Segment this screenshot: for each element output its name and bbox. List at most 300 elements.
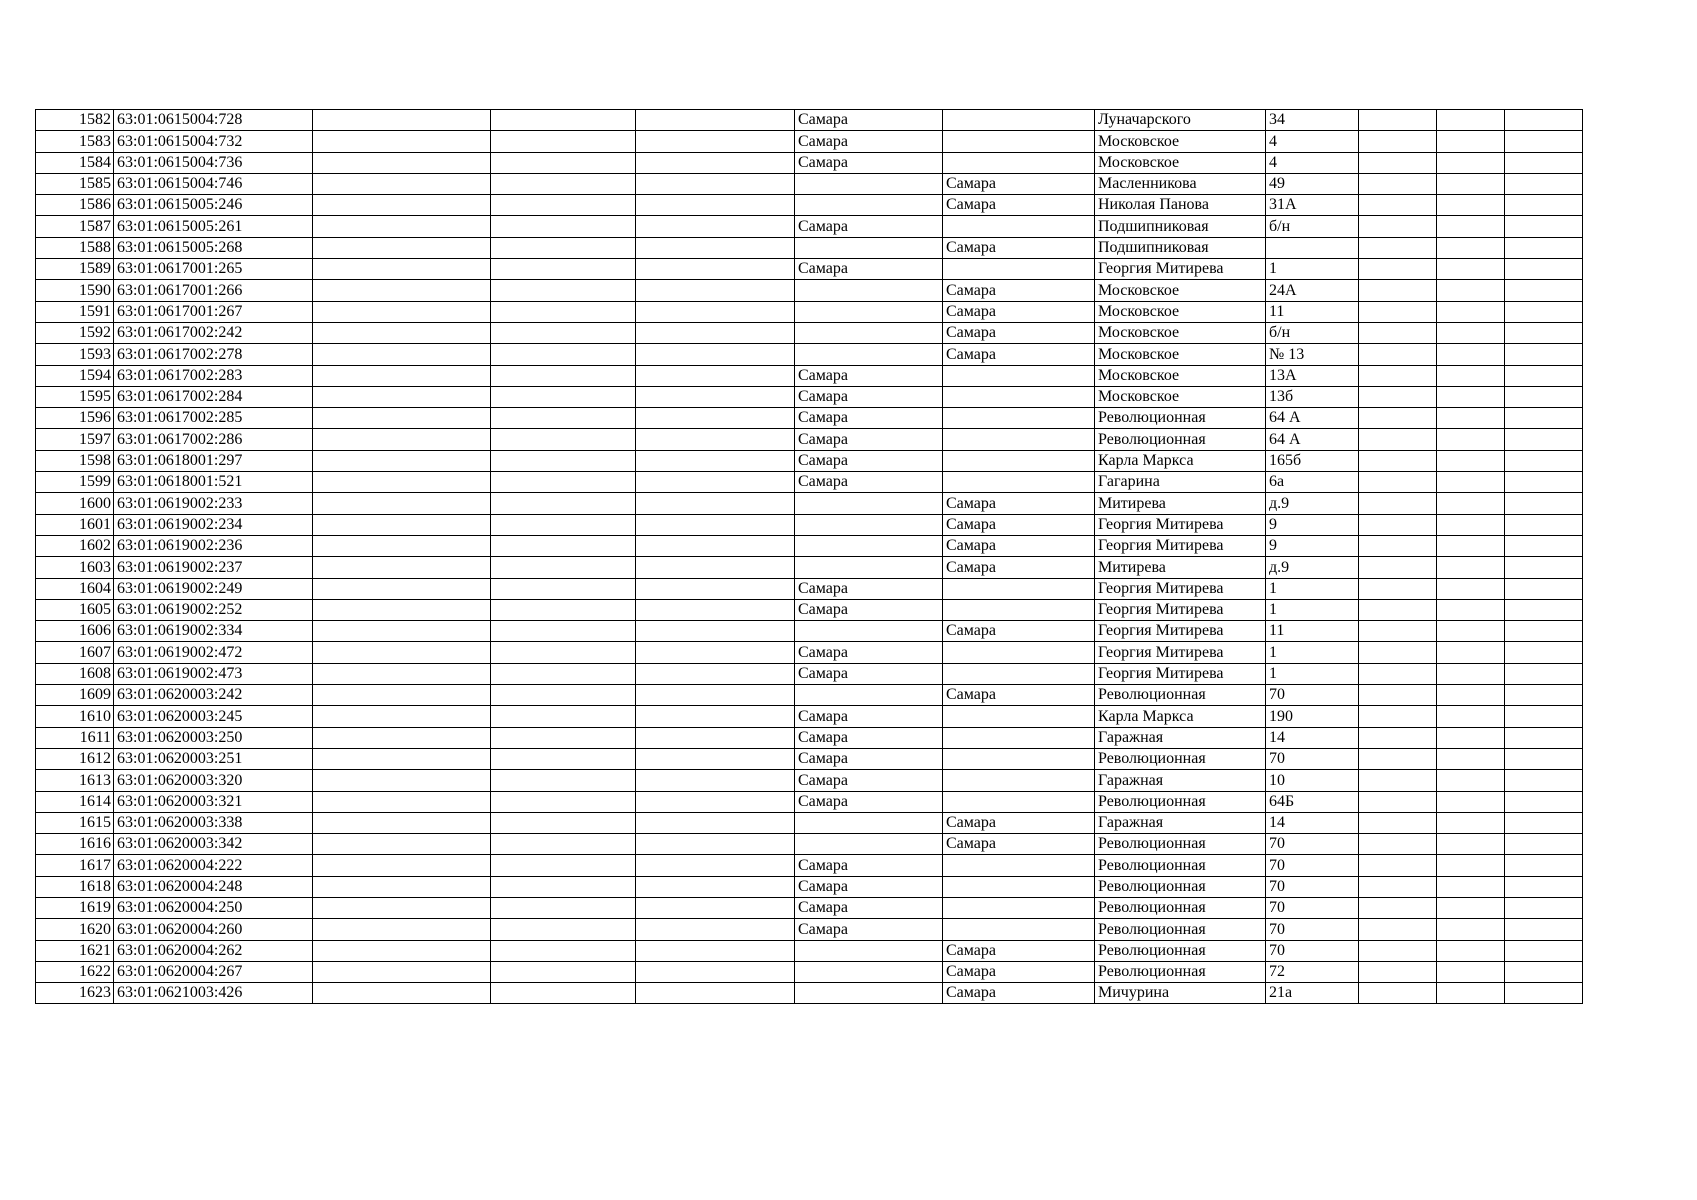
cadastral-number-cell: 63:01:0618001:297 (114, 450, 313, 471)
empty-cell (1505, 727, 1583, 748)
empty-cell (491, 408, 636, 429)
empty-cell (1505, 791, 1583, 812)
empty-cell (636, 961, 795, 982)
street-cell: Мичурина (1095, 983, 1266, 1004)
empty-cell (636, 621, 795, 642)
empty-cell (636, 280, 795, 301)
cadastral-number-cell: 63:01:0620003:320 (114, 770, 313, 791)
street-cell: Луначарского (1095, 110, 1266, 131)
table-row (36, 599, 1583, 620)
empty-cell (1505, 152, 1583, 173)
empty-cell (1437, 386, 1505, 407)
house-number-cell: 21а (1266, 983, 1359, 1004)
street-cell: Революционная (1095, 919, 1266, 940)
cadastral-number-cell: 63:01:0617002:242 (114, 322, 313, 343)
empty-cell (1359, 642, 1437, 663)
locality-cell: Самара (943, 983, 1095, 1004)
locality-cell (943, 131, 1095, 152)
empty-cell (1437, 748, 1505, 769)
empty-cell (636, 514, 795, 535)
house-number-cell: б/н (1266, 322, 1359, 343)
empty-cell (491, 599, 636, 620)
locality-cell: Самара (943, 237, 1095, 258)
empty-cell (636, 429, 795, 450)
city-cell: Самара (795, 472, 943, 493)
empty-cell (491, 344, 636, 365)
locality-cell (943, 919, 1095, 940)
table-row (36, 322, 1583, 343)
house-number-cell: 64 А (1266, 429, 1359, 450)
cadastral-number-cell: 63:01:0619002:252 (114, 599, 313, 620)
empty-cell (1359, 280, 1437, 301)
city-cell: Самара (795, 791, 943, 812)
empty-cell (636, 897, 795, 918)
empty-cell (636, 110, 795, 131)
empty-cell (1437, 450, 1505, 471)
table-row (36, 770, 1583, 791)
row-number-cell: 1598 (36, 450, 114, 471)
empty-cell (1505, 919, 1583, 940)
empty-cell (491, 834, 636, 855)
cadastral-number-cell: 63:01:0619002:249 (114, 578, 313, 599)
empty-cell (1359, 195, 1437, 216)
empty-cell (636, 237, 795, 258)
house-number-cell: 64Б (1266, 791, 1359, 812)
locality-cell (943, 599, 1095, 620)
cadastral-number-cell: 63:01:0620003:342 (114, 834, 313, 855)
empty-cell (1437, 429, 1505, 450)
empty-cell (636, 706, 795, 727)
cadastral-number-cell: 63:01:0619002:237 (114, 557, 313, 578)
empty-cell (491, 557, 636, 578)
row-number-cell: 1587 (36, 216, 114, 237)
city-cell: Самара (795, 386, 943, 407)
street-cell: Николая Панова (1095, 195, 1266, 216)
table-row (36, 493, 1583, 514)
locality-cell (943, 429, 1095, 450)
table-row (36, 748, 1583, 769)
empty-cell (491, 706, 636, 727)
empty-cell (1359, 493, 1437, 514)
row-number-cell: 1601 (36, 514, 114, 535)
table-row (36, 216, 1583, 237)
street-cell: Георгия Митирева (1095, 642, 1266, 663)
locality-cell (943, 727, 1095, 748)
empty-cell (636, 919, 795, 940)
empty-cell (313, 557, 491, 578)
empty-cell (636, 301, 795, 322)
empty-cell (1437, 855, 1505, 876)
empty-cell (1437, 237, 1505, 258)
cadastral-number-cell: 63:01:0620003:245 (114, 706, 313, 727)
street-cell: Революционная (1095, 834, 1266, 855)
table-row (36, 961, 1583, 982)
cadastral-number-cell: 63:01:0617001:266 (114, 280, 313, 301)
empty-cell (636, 812, 795, 833)
table-row (36, 195, 1583, 216)
empty-cell (636, 322, 795, 343)
city-cell (795, 344, 943, 365)
row-number-cell: 1613 (36, 770, 114, 791)
house-number-cell: 70 (1266, 897, 1359, 918)
street-cell: Георгия Митирева (1095, 535, 1266, 556)
locality-cell: Самара (943, 493, 1095, 514)
cadastral-number-cell: 63:01:0620004:267 (114, 961, 313, 982)
cadastral-number-cell: 63:01:0620004:248 (114, 876, 313, 897)
empty-cell (313, 834, 491, 855)
empty-cell (1437, 812, 1505, 833)
cadastral-number-cell: 63:01:0615005:261 (114, 216, 313, 237)
empty-cell (636, 834, 795, 855)
empty-cell (1359, 408, 1437, 429)
empty-cell (313, 940, 491, 961)
cadastral-number-cell: 63:01:0617002:284 (114, 386, 313, 407)
empty-cell (313, 344, 491, 365)
empty-cell (636, 259, 795, 280)
empty-cell (491, 919, 636, 940)
locality-cell: Самара (943, 514, 1095, 535)
house-number-cell: 1 (1266, 642, 1359, 663)
house-number-cell: 1 (1266, 663, 1359, 684)
table-row (36, 472, 1583, 493)
cadastral-number-cell: 63:01:0620003:250 (114, 727, 313, 748)
locality-cell: Самара (943, 173, 1095, 194)
empty-cell (1437, 940, 1505, 961)
row-number-cell: 1586 (36, 195, 114, 216)
table-row (36, 259, 1583, 280)
city-cell (795, 812, 943, 833)
empty-cell (491, 322, 636, 343)
empty-cell (1359, 983, 1437, 1004)
row-number-cell: 1594 (36, 365, 114, 386)
empty-cell (1505, 322, 1583, 343)
table-row (36, 280, 1583, 301)
street-cell: Гаражная (1095, 812, 1266, 833)
table-row (36, 173, 1583, 194)
empty-cell (313, 173, 491, 194)
empty-cell (313, 855, 491, 876)
house-number-cell: 24А (1266, 280, 1359, 301)
city-cell (795, 535, 943, 556)
row-number-cell: 1588 (36, 237, 114, 258)
house-number-cell: 9 (1266, 535, 1359, 556)
cadastral-number-cell: 63:01:0617002:285 (114, 408, 313, 429)
empty-cell (1437, 961, 1505, 982)
empty-cell (1359, 131, 1437, 152)
house-number-cell: 14 (1266, 727, 1359, 748)
empty-cell (313, 216, 491, 237)
empty-cell (636, 791, 795, 812)
table-row (36, 727, 1583, 748)
street-cell: Масленникова (1095, 173, 1266, 194)
house-number-cell: 6а (1266, 472, 1359, 493)
empty-cell (313, 450, 491, 471)
street-cell: Революционная (1095, 897, 1266, 918)
row-number-cell: 1618 (36, 876, 114, 897)
row-number-cell: 1611 (36, 727, 114, 748)
empty-cell (1505, 365, 1583, 386)
table-row (36, 706, 1583, 727)
street-cell: Георгия Митирева (1095, 259, 1266, 280)
empty-cell (1505, 557, 1583, 578)
empty-cell (636, 578, 795, 599)
house-number-cell: № 13 (1266, 344, 1359, 365)
empty-cell (491, 791, 636, 812)
street-cell: Георгия Митирева (1095, 514, 1266, 535)
cadastral-number-cell: 63:01:0620003:338 (114, 812, 313, 833)
empty-cell (1505, 280, 1583, 301)
row-number-cell: 1606 (36, 621, 114, 642)
row-number-cell: 1595 (36, 386, 114, 407)
locality-cell: Самара (943, 301, 1095, 322)
empty-cell (636, 685, 795, 706)
city-cell: Самара (795, 770, 943, 791)
locality-cell (943, 748, 1095, 769)
empty-cell (636, 365, 795, 386)
locality-cell (943, 791, 1095, 812)
locality-cell (943, 365, 1095, 386)
empty-cell (1505, 578, 1583, 599)
empty-cell (313, 535, 491, 556)
street-cell: Революционная (1095, 685, 1266, 706)
empty-cell (1359, 663, 1437, 684)
empty-cell (636, 344, 795, 365)
row-number-cell: 1609 (36, 685, 114, 706)
cadastral-number-cell: 63:01:0619002:472 (114, 642, 313, 663)
table-row (36, 642, 1583, 663)
street-cell: Гаражная (1095, 770, 1266, 791)
empty-cell (1505, 514, 1583, 535)
city-cell (795, 834, 943, 855)
table-row (36, 408, 1583, 429)
street-cell: Московское (1095, 280, 1266, 301)
empty-cell (1505, 493, 1583, 514)
empty-cell (1359, 152, 1437, 173)
city-cell: Самара (795, 663, 943, 684)
empty-cell (1359, 237, 1437, 258)
empty-cell (636, 770, 795, 791)
table-row (36, 983, 1583, 1004)
empty-cell (491, 131, 636, 152)
locality-cell: Самара (943, 280, 1095, 301)
locality-cell: Самара (943, 685, 1095, 706)
empty-cell (1437, 216, 1505, 237)
city-cell: Самара (795, 408, 943, 429)
empty-cell (491, 195, 636, 216)
street-cell: Митирева (1095, 493, 1266, 514)
empty-cell (1505, 408, 1583, 429)
empty-cell (1437, 727, 1505, 748)
house-number-cell: 4 (1266, 152, 1359, 173)
empty-cell (491, 493, 636, 514)
locality-cell (943, 110, 1095, 131)
street-cell: Митирева (1095, 557, 1266, 578)
row-number-cell: 1604 (36, 578, 114, 599)
locality-cell (943, 472, 1095, 493)
house-number-cell: 70 (1266, 855, 1359, 876)
table-row (36, 110, 1583, 131)
empty-cell (1437, 344, 1505, 365)
empty-cell (1437, 514, 1505, 535)
row-number-cell: 1589 (36, 259, 114, 280)
locality-cell (943, 578, 1095, 599)
city-cell (795, 685, 943, 706)
empty-cell (1505, 642, 1583, 663)
house-number-cell (1266, 237, 1359, 258)
locality-cell (943, 450, 1095, 471)
empty-cell (636, 450, 795, 471)
house-number-cell: 31А (1266, 195, 1359, 216)
empty-cell (1437, 599, 1505, 620)
row-number-cell: 1593 (36, 344, 114, 365)
empty-cell (1359, 834, 1437, 855)
empty-cell (1359, 621, 1437, 642)
empty-cell (636, 216, 795, 237)
empty-cell (636, 557, 795, 578)
empty-cell (1505, 834, 1583, 855)
empty-cell (1359, 450, 1437, 471)
table-row (36, 812, 1583, 833)
empty-cell (1359, 216, 1437, 237)
empty-cell (1359, 514, 1437, 535)
city-cell: Самара (795, 259, 943, 280)
cadastral-number-cell: 63:01:0617002:278 (114, 344, 313, 365)
registry-body (36, 110, 1583, 1004)
empty-cell (1505, 621, 1583, 642)
row-number-cell: 1584 (36, 152, 114, 173)
empty-cell (313, 365, 491, 386)
cadastral-number-cell: 63:01:0620003:321 (114, 791, 313, 812)
empty-cell (1505, 173, 1583, 194)
house-number-cell: 190 (1266, 706, 1359, 727)
locality-cell (943, 897, 1095, 918)
city-cell (795, 280, 943, 301)
locality-cell: Самара (943, 961, 1095, 982)
empty-cell (313, 663, 491, 684)
empty-cell (1505, 876, 1583, 897)
city-cell: Самара (795, 450, 943, 471)
house-number-cell: 70 (1266, 876, 1359, 897)
city-cell (795, 961, 943, 982)
row-number-cell: 1591 (36, 301, 114, 322)
empty-cell (1505, 748, 1583, 769)
cadastral-number-cell: 63:01:0621003:426 (114, 983, 313, 1004)
empty-cell (1505, 663, 1583, 684)
empty-cell (1505, 855, 1583, 876)
cadastral-number-cell: 63:01:0620003:251 (114, 748, 313, 769)
cadastral-number-cell: 63:01:0620004:262 (114, 940, 313, 961)
city-cell: Самара (795, 429, 943, 450)
empty-cell (1437, 663, 1505, 684)
house-number-cell: д.9 (1266, 493, 1359, 514)
row-number-cell: 1603 (36, 557, 114, 578)
empty-cell (1437, 876, 1505, 897)
empty-cell (1359, 173, 1437, 194)
house-number-cell: 1 (1266, 599, 1359, 620)
street-cell: Революционная (1095, 855, 1266, 876)
table-row (36, 152, 1583, 173)
empty-cell (491, 876, 636, 897)
empty-cell (1359, 812, 1437, 833)
empty-cell (313, 237, 491, 258)
empty-cell (491, 940, 636, 961)
house-number-cell: 13б (1266, 386, 1359, 407)
empty-cell (1359, 940, 1437, 961)
city-cell: Самара (795, 642, 943, 663)
empty-cell (636, 599, 795, 620)
city-cell: Самара (795, 897, 943, 918)
table-row (36, 237, 1583, 258)
empty-cell (1437, 493, 1505, 514)
table-row (36, 791, 1583, 812)
row-number-cell: 1620 (36, 919, 114, 940)
row-number-cell: 1614 (36, 791, 114, 812)
empty-cell (491, 642, 636, 663)
street-cell: Георгия Митирева (1095, 621, 1266, 642)
city-cell: Самара (795, 748, 943, 769)
table-row (36, 557, 1583, 578)
empty-cell (636, 663, 795, 684)
empty-cell (1359, 472, 1437, 493)
empty-cell (1505, 429, 1583, 450)
street-cell: Московское (1095, 152, 1266, 173)
house-number-cell: 9 (1266, 514, 1359, 535)
empty-cell (491, 983, 636, 1004)
empty-cell (313, 322, 491, 343)
cadastral-number-cell: 63:01:0615004:746 (114, 173, 313, 194)
empty-cell (313, 578, 491, 599)
empty-cell (491, 386, 636, 407)
empty-cell (1505, 386, 1583, 407)
empty-cell (636, 876, 795, 897)
empty-cell (313, 110, 491, 131)
cadastral-number-cell: 63:01:0620003:242 (114, 685, 313, 706)
city-cell: Самара (795, 110, 943, 131)
empty-cell (1437, 919, 1505, 940)
street-cell: Георгия Митирева (1095, 663, 1266, 684)
empty-cell (313, 642, 491, 663)
empty-cell (1437, 706, 1505, 727)
empty-cell (1437, 621, 1505, 642)
empty-cell (1505, 812, 1583, 833)
empty-cell (313, 429, 491, 450)
empty-cell (1505, 195, 1583, 216)
street-cell: Карла Маркса (1095, 450, 1266, 471)
city-cell (795, 983, 943, 1004)
cadastral-number-cell: 63:01:0619002:236 (114, 535, 313, 556)
street-cell: Подшипниковая (1095, 237, 1266, 258)
empty-cell (313, 897, 491, 918)
house-number-cell: д.9 (1266, 557, 1359, 578)
empty-cell (1437, 152, 1505, 173)
table-row (36, 685, 1583, 706)
empty-cell (1505, 897, 1583, 918)
empty-cell (1505, 259, 1583, 280)
empty-cell (1505, 940, 1583, 961)
empty-cell (491, 812, 636, 833)
cadastral-number-cell: 63:01:0619002:234 (114, 514, 313, 535)
empty-cell (313, 493, 491, 514)
locality-cell: Самара (943, 940, 1095, 961)
empty-cell (636, 855, 795, 876)
locality-cell (943, 642, 1095, 663)
empty-cell (1505, 216, 1583, 237)
empty-cell (1359, 855, 1437, 876)
empty-cell (313, 770, 491, 791)
empty-cell (313, 983, 491, 1004)
street-cell: Московское (1095, 131, 1266, 152)
empty-cell (1437, 770, 1505, 791)
